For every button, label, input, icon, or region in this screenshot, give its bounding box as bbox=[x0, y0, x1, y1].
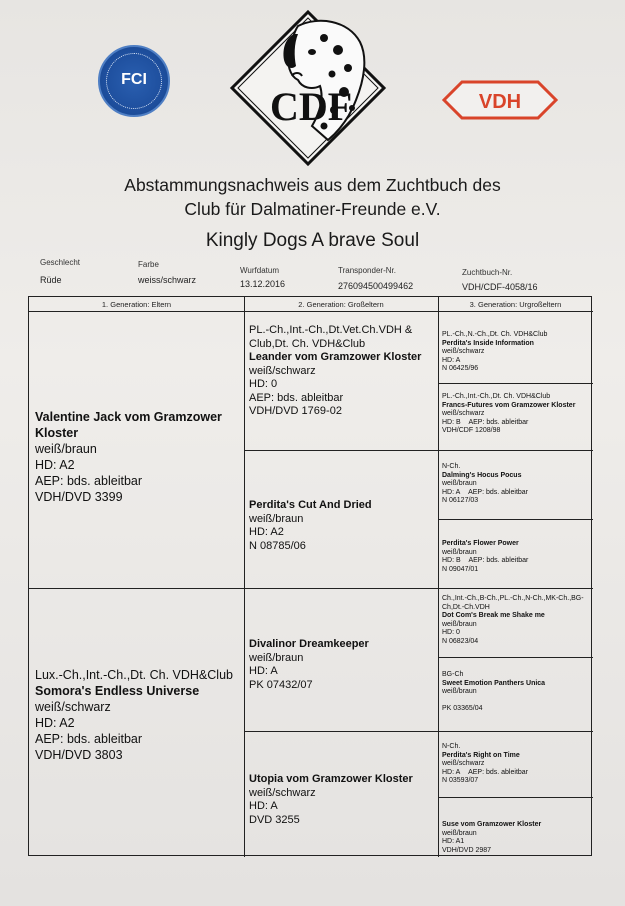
farbe-label: Farbe bbox=[138, 260, 159, 269]
ggp7-name: Perdita's Right on Time bbox=[442, 751, 520, 759]
ggp2-hd: HD: B bbox=[442, 418, 461, 426]
gp3-hd: HD: A bbox=[249, 665, 278, 677]
ggp8-hd: HD: A1 bbox=[442, 838, 465, 846]
ggp5-titles: Ch.,Int.-Ch.,B-Ch.,PL.-Ch.,N-Ch.,MK-Ch.,BG-Ch,Dt.-Ch.VDH bbox=[442, 595, 584, 611]
document-title-line1: Abstammungsnachweis aus dem Zuchtbuch des bbox=[124, 175, 501, 195]
transponder-label: Transponder-Nr. bbox=[338, 266, 396, 275]
ggp3-titles: N-Ch. bbox=[442, 463, 461, 470]
great-grandparent-1-entry bbox=[442, 331, 590, 374]
ggp8-name: Suse vom Gramzower Kloster bbox=[442, 821, 542, 828]
geschlecht-label: Geschlecht bbox=[40, 258, 81, 267]
ggp2-name: Francs-Futures vom Gramzower Kloster bbox=[442, 401, 576, 409]
vdh-logo bbox=[442, 80, 558, 120]
gp4-color: weiß/schwarz bbox=[249, 786, 316, 799]
dam-aep: AEP: bds. ableitbar bbox=[35, 732, 143, 746]
dam-entry bbox=[35, 667, 239, 763]
gp3-reg: PK 07432/07 bbox=[249, 678, 313, 691]
ggp5-reg: N 06823/04 bbox=[442, 637, 479, 645]
dam-titles: Lux.-Ch.,Int.-Ch.,Dt. Ch. VDH&Club bbox=[35, 668, 233, 682]
gp4-hd: HD: A bbox=[249, 800, 278, 812]
ggp2-titles: PL.-Ch.,Int.-Ch.,Dt. Ch. VDH&Club bbox=[442, 393, 551, 400]
farbe-value: weiss/schwarz bbox=[138, 275, 197, 285]
geschlecht-value: Rüde bbox=[40, 275, 62, 285]
ggp5-color: weiß/braun bbox=[442, 620, 477, 628]
great-grandparent-7-entry bbox=[442, 743, 590, 786]
gp1-titles: PL.-Ch.,Int.-Ch.,Dt.Vet.Ch.VDH & Club,Dt. Ch. VDH&Club bbox=[249, 324, 413, 350]
dam-reg: VDH/DVD 3803 bbox=[35, 748, 123, 762]
grandparent-1-entry bbox=[249, 324, 434, 419]
sire-aep: AEP: bds. ableitbar bbox=[35, 474, 143, 488]
ggp7-aep: AEP: bds. ableitbar bbox=[468, 768, 529, 776]
gp1-color: weiß/schwarz bbox=[249, 364, 316, 377]
ggp1-hd: HD: A bbox=[442, 356, 461, 364]
ggp5-name: Dot Com's Break me Shake me bbox=[442, 612, 545, 620]
transponder-value: 276094500499462 bbox=[338, 281, 414, 291]
ggp4-name: Perdita's Flower Power bbox=[442, 540, 519, 547]
gp2-reg: N 08785/06 bbox=[249, 539, 306, 552]
gp1-name: Leander vom Gramzower Kloster bbox=[249, 351, 422, 363]
ggp2-reg: VDH/CDF 1208/98 bbox=[442, 427, 501, 435]
ggp7-hd: HD: A bbox=[442, 768, 461, 776]
ggp2-aep: AEP: bds. ableitbar bbox=[468, 418, 529, 426]
ggp7-hd-aep bbox=[442, 769, 590, 778]
sire-hd: HD: A2 bbox=[35, 458, 75, 472]
ggp7-reg: N 03593/07 bbox=[442, 777, 479, 785]
cdf-dalmatian-logo bbox=[228, 8, 388, 168]
ggp2-color: weiß/schwarz bbox=[442, 410, 485, 418]
ggp6-name: Sweet Emotion Panthers Unica bbox=[442, 679, 546, 687]
ggp8-reg: VDH/DVD 2987 bbox=[442, 846, 492, 854]
grandparent-4-entry bbox=[249, 773, 434, 827]
ggp1-name: Perdita's Inside Information bbox=[442, 339, 534, 347]
dog-name: Kingly Dogs A brave Soul bbox=[205, 230, 420, 251]
great-grandparent-5-entry bbox=[442, 595, 590, 647]
fci-logo: FCI bbox=[98, 45, 170, 117]
great-grandparent-2-entry bbox=[442, 393, 590, 436]
zuchtbuch-label: Zuchtbuch-Nr. bbox=[462, 268, 513, 277]
dam-hd: HD: A2 bbox=[35, 716, 75, 730]
ggp6-reg: PK 03365/04 bbox=[442, 704, 483, 712]
ggp4-hd: HD: B bbox=[442, 557, 461, 565]
great-grandparent-4-entry bbox=[442, 540, 590, 574]
sire-reg: VDH/DVD 3399 bbox=[35, 490, 123, 504]
dam-name: Somora's Endless Universe bbox=[35, 684, 200, 698]
zuchtbuch-value: VDH/CDF-4058/16 bbox=[462, 282, 538, 292]
sire-color: weiß/braun bbox=[35, 442, 97, 456]
header-generation-1: 1. Generation: Eltern bbox=[101, 300, 172, 309]
ggp7-color: weiß/schwarz bbox=[442, 760, 485, 768]
wurfdatum-value: 13.12.2016 bbox=[240, 279, 286, 289]
great-grandparent-3-entry bbox=[442, 463, 590, 506]
ggp4-color: weiß/braun bbox=[442, 548, 477, 556]
great-grandparent-8-entry bbox=[442, 821, 590, 855]
ggp3-name: Dalming's Hocus Pocus bbox=[442, 471, 522, 479]
svg-text:VDH: VDH bbox=[478, 91, 522, 113]
ggp3-reg: N 06127/03 bbox=[442, 497, 479, 505]
gp2-color: weiß/braun bbox=[249, 512, 304, 525]
sire-name: Valentine Jack vom Gramzower Kloster bbox=[35, 410, 222, 440]
sire-entry bbox=[35, 409, 239, 505]
gp4-reg: DVD 3255 bbox=[249, 813, 300, 826]
ggp2-hd-aep bbox=[442, 419, 590, 428]
ggp4-reg: N 09047/01 bbox=[442, 565, 479, 573]
ggp1-titles: PL.-Ch.,N.-Ch.,Dt. Ch. VDH&Club bbox=[442, 331, 548, 338]
wurfdatum-label: Wurfdatum bbox=[240, 266, 279, 275]
gp3-color: weiß/braun bbox=[249, 651, 304, 664]
ggp3-hd-aep bbox=[442, 489, 590, 498]
pedigree-table bbox=[28, 296, 592, 856]
gp1-hd: HD: 0 bbox=[249, 378, 278, 390]
ggp6-titles: BG-Ch bbox=[442, 671, 464, 678]
header-generation-3: 3. Generation: Urgroßeltern bbox=[469, 300, 562, 309]
ggp5-hd: HD: 0 bbox=[442, 629, 460, 637]
ggp3-color: weiß/braun bbox=[442, 480, 477, 488]
gp1-reg: VDH/DVD 1769-02 bbox=[249, 405, 342, 417]
ggp8-color: weiß/braun bbox=[442, 829, 477, 837]
ggp6-color: weiß/braun bbox=[442, 688, 477, 696]
ggp4-hd-aep bbox=[442, 557, 590, 566]
ggp3-hd: HD: A bbox=[442, 488, 461, 496]
ggp7-titles: N-Ch. bbox=[442, 743, 461, 750]
ggp1-reg: N 06425/96 bbox=[442, 365, 479, 373]
great-grandparent-6-entry bbox=[442, 671, 590, 713]
ggp3-aep: AEP: bds. ableitbar bbox=[468, 488, 529, 496]
gp2-hd: HD: A2 bbox=[249, 526, 284, 538]
cdf-letters: CDF bbox=[270, 84, 353, 129]
gp3-name: Divalinor Dreamkeeper bbox=[249, 638, 369, 650]
grandparent-3-entry bbox=[249, 638, 434, 692]
grandparent-2-entry bbox=[249, 499, 434, 553]
gp1-aep: AEP: bds. ableitbar bbox=[249, 391, 344, 404]
header-generation-2: 2. Generation: Großeltern bbox=[298, 300, 384, 309]
gp2-name: Perdita's Cut And Dried bbox=[249, 499, 372, 511]
gp4-name: Utopia vom Gramzower Kloster bbox=[249, 773, 413, 785]
ggp4-aep: AEP: bds. ableitbar bbox=[468, 557, 529, 565]
ggp1-color: weiß/schwarz bbox=[442, 348, 485, 356]
dam-color: weiß/schwarz bbox=[35, 700, 111, 714]
document-title-line2: Club für Dalmatiner-Freunde e.V. bbox=[184, 199, 441, 219]
